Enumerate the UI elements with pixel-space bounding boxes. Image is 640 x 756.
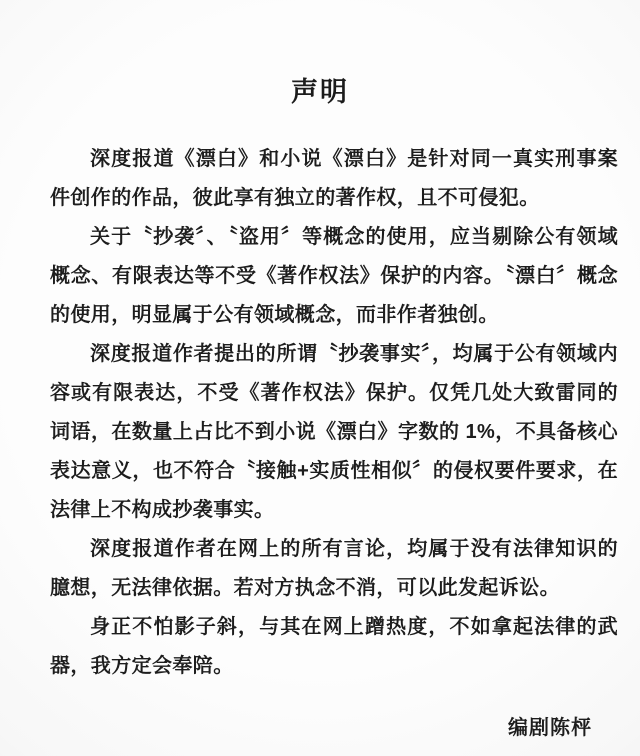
statement-paragraph-1: 深度报道《漂白》和小说《漂白》是针对同一真实刑事案件创作的作品，彼此享有独立的著作权，且不可侵犯。 <box>50 148 618 209</box>
signature: 编剧陈枰 <box>508 717 592 739</box>
document-title: 声明 <box>291 77 349 107</box>
statement-paragraph-2: 关于〝抄袭〞、〝盗用〞等概念的使用，应当剔除公有领域概念、有限表达等不受《著作权法》保护的内容。〝漂白〞概念的使用，明显属于公有领域概念，而非作者独创。 <box>50 226 618 326</box>
statement-paragraph-3: 深度报道作者提出的所谓〝抄袭事实〞，均属于公有领域内容或有限表达，不受《著作权法》保护。仅凭几处大致雷同的词语，在数量上占比不到小说《漂白》字数的 1%，不具备核心表达意义，也不符合〝接触+实质性相似〞的侵权要件要求，在法律上不构成抄袭事实。 <box>50 343 618 521</box>
document-body <box>0 108 640 686</box>
statement-paragraph-5: 身正不怕影子斜，与其在网上蹭热度，不如拿起法律的武器，我方定会奉陪。 <box>50 616 618 677</box>
statement-paragraph-4: 深度报道作者在网上的所有言论，均属于没有法律知识的臆想，无法律依据。若对方执念不消，可以此发起诉讼。 <box>50 538 618 599</box>
